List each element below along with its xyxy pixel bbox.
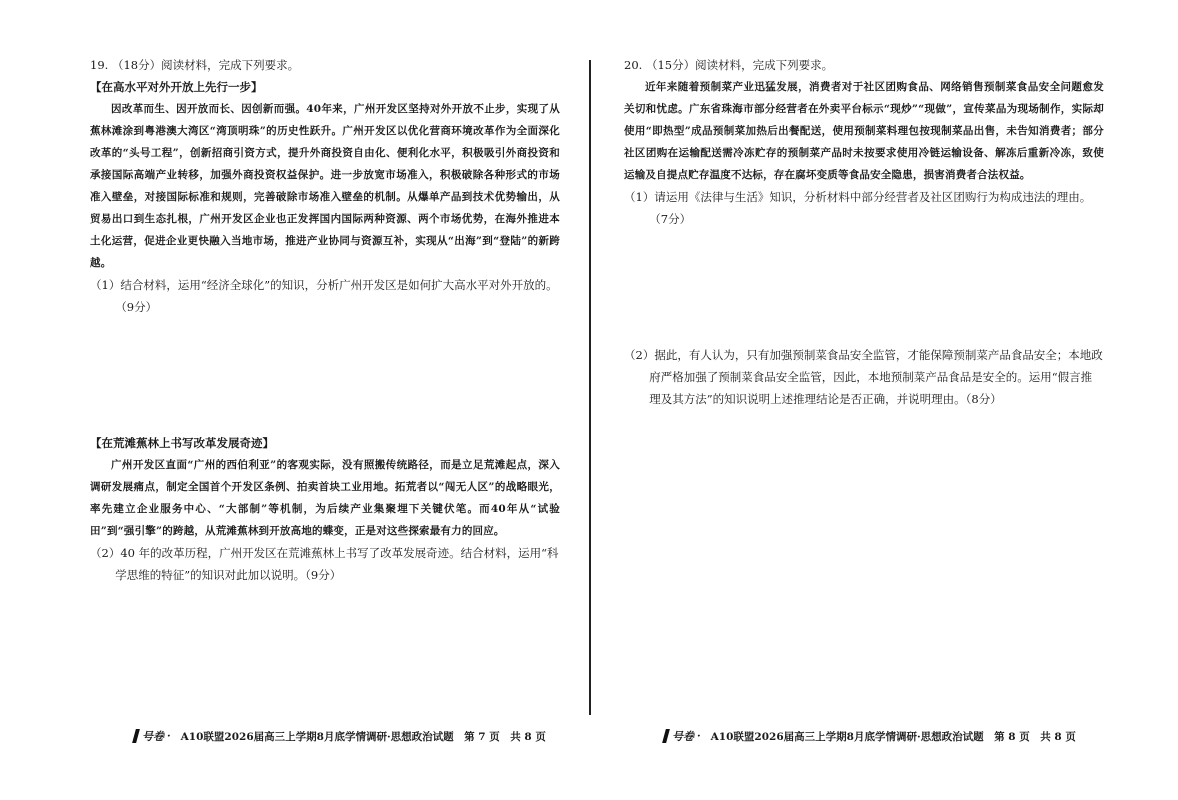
question-20-part-2-line-2: 府严格加强了预制菜食品安全监管，因此，本地预制菜产品食品是安全的。运用“假言推 [649,370,1093,384]
question-20-part-2-line-1: （2）据此，有人认为，只有加强预制菜食品安全监管，才能保障预制菜产品食品安全；本地政 [624,348,1103,362]
section-2-title: 【在荒滩蕉林上书写改革发展奇迹】 [90,436,274,450]
question-20-header: 20. （15分）阅读材料，完成下列要求。 [624,58,834,72]
section-1-material: 因改革而生、因开放而长、因创新而强。40年来，广州开发区坚持对外开放不止步，实现了从蕉林滩涂到粤港澳大湾区“湾顶明珠”的历史性跃升。广州开发区以优化营商环境改革作为全面深化改革的“头号工程”，创新招商引资方式，提升外商投资自由化、便利化水平，积极吸引外商投资和承接国际高端产业转移，加强外商投资权益保护。进一步放宽市场准入，积极破除各种形式的市场准入壁垒，对接国际标准和规则，完善破除市场准入壁垒的机制。从爆单产品到技术优势输出，从贸易出口到生态扎根，广州开发区企业也正发挥国内国际两种资源、两个市场优势，在海外推进本土化运营，促进企业更快融入当地市场，推进产业协同与资源互补，实现从“出海”到“登陆”的新跨越。 [90,103,560,269]
left-page-footer [134,728,546,744]
question-19-part-2-line-1: （2）40 年的改革历程，广州开发区在荒滩蕉林上书写了改革发展奇迹。结合材料，运用“科 [90,546,559,560]
publisher-logo: 号卷 · [134,728,171,744]
question-19-header: 19. （18分）阅读材料，完成下列要求。 [90,58,300,72]
question-19-part-1 [90,274,560,318]
footer-text: A10联盟2026届高三上学期8月底学情调研·思想政治试题 第 7 页 共 8 页 [180,730,546,743]
question-19 [90,54,560,318]
page-divider [589,60,591,715]
right-page-footer [664,728,1076,744]
question-19-part-2 [90,542,560,586]
question-19-part-2-line-2: 学思维的特征”的知识对此加以说明。（9分） [115,568,342,582]
right-page [592,0,1178,800]
logo-text: 号卷 [672,730,694,743]
footer-text: A10联盟2026届高三上学期8月底学情调研·思想政治试题 第 8 页 共 8 页 [710,730,1076,743]
publisher-logo: 号卷 · [664,728,701,744]
question-20-part-2 [624,344,1104,410]
question-20-part-1 [624,186,1104,230]
question-20-part-1-line-1: （1）请运用《法律与生活》知识，分析材料中部分经营者及社区团购行为构成违法的理由。 [624,190,1092,204]
question-19-part-1-line-1: （1）结合材料，运用“经济全球化”的知识，分析广州开发区是如何扩大高水平对外开放的。 [90,278,558,292]
section-1-title: 【在高水平对外开放上先行一步】 [90,80,263,94]
question-20 [624,54,1104,230]
question-19-part-1-line-2: （9分） [115,300,158,314]
question-19-section-2 [90,432,560,586]
logo-text: 号卷 [142,730,164,743]
question-20-part-2-line-3: 理及其方法”的知识说明上述推理结论是否正确，并说明理由。（8分） [649,392,1002,406]
logo-mark-icon [132,729,140,743]
question-20-material: 近年来随着预制菜产业迅猛发展，消费者对于社区团购食品、网络销售预制菜食品安全问题愈发关切和忧虑。广东省珠海市部分经营者在外卖平台标示“现炒”“现做”，宣传菜品为现场制作，实际却使用“即热型”成品预制菜加热后出餐配送，使用预制菜料理包按现制菜品出售，未告知消费者；部分社区团购在运输配送需冷冻贮存的预制菜产品时未按要求使用冷链运输设备、解冻后重新冷冻，致使运输及自提点贮存温度不达标，存在腐坏变质等食品安全隐患，损害消费者合法权益。 [624,81,1104,181]
logo-mark-icon [662,729,670,743]
question-20-part-1-line-2: （7分） [649,212,692,226]
section-2-material: 广州开发区直面“广州的西伯利亚”的客观实际，没有照搬传统路径，而是立足荒滩起点，深入调研发展痛点，制定全国首个开发区条例、拍卖首块工业用地。拓荒者以“闯无人区”的战略眼光，率先建立企业服务中心、“大部制”等机制，为后续产业集聚埋下关键伏笔。而40年从“试验田”到“强引擎”的跨越，从荒滩蕉林到开放高地的蝶变，正是对这些探索最有力的回应。 [90,459,560,537]
